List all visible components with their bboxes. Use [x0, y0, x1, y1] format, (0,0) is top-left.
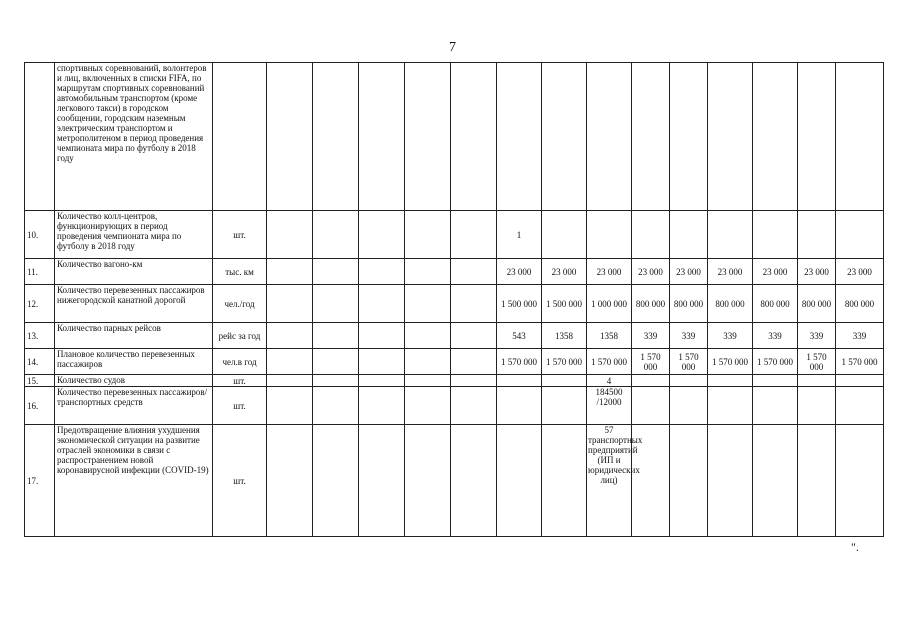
value-cell — [267, 285, 313, 323]
value-cell — [405, 285, 451, 323]
value-cell — [267, 387, 313, 425]
value-cell: 1 570 000 — [798, 349, 836, 375]
value-cell — [708, 211, 753, 259]
table-row — [25, 349, 884, 375]
value-cell — [798, 387, 836, 425]
value-cell — [313, 259, 359, 285]
table-row — [25, 285, 884, 323]
value-cell — [497, 425, 542, 537]
value-cell — [542, 375, 587, 387]
indicators-table — [24, 62, 884, 537]
table-row — [25, 323, 884, 349]
value-cell — [836, 387, 884, 425]
value-cell: 1 500 000 — [542, 285, 587, 323]
value-cell — [632, 375, 670, 387]
value-cell: 23 000 — [753, 259, 798, 285]
value-cell — [836, 375, 884, 387]
value-cell — [587, 211, 632, 259]
value-cell — [451, 63, 497, 211]
value-cell — [836, 211, 884, 259]
row-number: 17. — [25, 425, 55, 537]
unit-of-measure — [213, 63, 267, 211]
value-cell — [542, 425, 587, 537]
row-number — [25, 63, 55, 211]
value-cell: 1 570 000 — [632, 349, 670, 375]
value-cell — [359, 349, 405, 375]
value-cell: 1 570 000 — [497, 349, 542, 375]
value-cell: 1 500 000 — [497, 285, 542, 323]
value-cell: 57 транспортных предприятий (ИП и юридических лиц) — [587, 425, 632, 537]
value-cell — [836, 425, 884, 537]
table-row — [25, 211, 884, 259]
value-cell — [798, 375, 836, 387]
row-number: 13. — [25, 323, 55, 349]
value-cell: 1358 — [542, 323, 587, 349]
value-cell — [313, 349, 359, 375]
value-cell — [670, 387, 708, 425]
value-cell: 800 000 — [836, 285, 884, 323]
page-number: 7 — [449, 40, 456, 55]
value-cell: 1 570 000 — [708, 349, 753, 375]
value-cell — [708, 375, 753, 387]
value-cell — [798, 211, 836, 259]
indicator-name: Количество вагоно-км — [55, 259, 213, 285]
table-row — [25, 259, 884, 285]
indicator-name: Количество перевезенных пассажиров/транспортных средств — [55, 387, 213, 425]
value-cell: 23 000 — [497, 259, 542, 285]
value-cell — [451, 285, 497, 323]
value-cell — [708, 387, 753, 425]
value-cell — [405, 211, 451, 259]
value-cell: 1358 — [587, 323, 632, 349]
value-cell — [632, 63, 670, 211]
table-row — [25, 375, 884, 387]
value-cell — [451, 375, 497, 387]
unit-of-measure: шт. — [213, 425, 267, 537]
unit-of-measure: шт. — [213, 211, 267, 259]
value-cell — [313, 211, 359, 259]
indicator-name: Количество перевезенных пассажиров нижегородской канатной дорогой — [55, 285, 213, 323]
value-cell — [753, 211, 798, 259]
value-cell: 339 — [753, 323, 798, 349]
value-cell — [753, 375, 798, 387]
value-cell — [670, 425, 708, 537]
table-row — [25, 387, 884, 425]
value-cell — [405, 375, 451, 387]
value-cell: 23 000 — [632, 259, 670, 285]
value-cell — [359, 285, 405, 323]
value-cell — [587, 63, 632, 211]
value-cell — [497, 387, 542, 425]
value-cell — [497, 375, 542, 387]
value-cell: 339 — [632, 323, 670, 349]
value-cell — [313, 425, 359, 537]
row-number: 10. — [25, 211, 55, 259]
value-cell — [359, 211, 405, 259]
value-cell: 184500 /12000 — [587, 387, 632, 425]
indicator-name: Количество колл-центров, функционирующих в период проведения чемпионата мира по футболу в 2018 году — [55, 211, 213, 259]
row-number: 14. — [25, 349, 55, 375]
value-cell: 23 000 — [708, 259, 753, 285]
value-cell — [451, 259, 497, 285]
closing-quote-mark: ". — [851, 540, 859, 554]
indicator-name: Количество судов — [55, 375, 213, 387]
value-cell — [267, 375, 313, 387]
value-cell: 1 570 000 — [587, 349, 632, 375]
value-cell — [313, 323, 359, 349]
value-cell — [359, 63, 405, 211]
table-row — [25, 425, 884, 537]
value-cell — [359, 259, 405, 285]
indicator-name: Количество парных рейсов — [55, 323, 213, 349]
table-row — [25, 63, 884, 211]
value-cell — [753, 387, 798, 425]
value-cell: 339 — [708, 323, 753, 349]
value-cell — [405, 425, 451, 537]
value-cell — [405, 63, 451, 211]
indicator-name: Плановое количество перевезенных пассажиров — [55, 349, 213, 375]
value-cell — [359, 387, 405, 425]
value-cell — [451, 349, 497, 375]
value-cell — [836, 63, 884, 211]
value-cell: 23 000 — [798, 259, 836, 285]
value-cell — [542, 387, 587, 425]
value-cell — [451, 211, 497, 259]
value-cell — [670, 63, 708, 211]
value-cell: 23 000 — [542, 259, 587, 285]
indicator-name: спортивных соревнований, волонтеров и лиц, включенных в списки FIFA, по маршрутам спортивных соревнований автомобильным транспортом (кроме легкового такси) в городском сообщении, городским наземным электрическим транспортом и метрополитеном в период проведения чемпионата мира по футболу в 2018 году — [55, 63, 213, 211]
value-cell — [267, 63, 313, 211]
value-cell: 339 — [836, 323, 884, 349]
value-cell: 1 000 000 — [587, 285, 632, 323]
value-cell — [405, 323, 451, 349]
unit-of-measure: шт. — [213, 375, 267, 387]
value-cell — [542, 211, 587, 259]
value-cell — [670, 375, 708, 387]
value-cell: 339 — [670, 323, 708, 349]
row-number: 15. — [25, 375, 55, 387]
value-cell — [753, 425, 798, 537]
value-cell: 23 000 — [587, 259, 632, 285]
value-cell: 800 000 — [632, 285, 670, 323]
unit-of-measure: рейс за год — [213, 323, 267, 349]
value-cell — [405, 259, 451, 285]
value-cell: 1 570 000 — [753, 349, 798, 375]
value-cell: 1 570 000 — [836, 349, 884, 375]
row-number: 12. — [25, 285, 55, 323]
value-cell — [542, 63, 587, 211]
value-cell — [451, 387, 497, 425]
value-cell: 800 000 — [798, 285, 836, 323]
value-cell — [451, 323, 497, 349]
value-cell: 1 570 000 — [670, 349, 708, 375]
value-cell — [708, 425, 753, 537]
value-cell: 4 — [587, 375, 632, 387]
value-cell: 800 000 — [753, 285, 798, 323]
value-cell: 800 000 — [670, 285, 708, 323]
value-cell: 339 — [798, 323, 836, 349]
value-cell — [267, 259, 313, 285]
unit-of-measure: чел./год — [213, 285, 267, 323]
value-cell — [359, 425, 405, 537]
unit-of-measure: чел.в год — [213, 349, 267, 375]
value-cell — [798, 63, 836, 211]
value-cell — [267, 349, 313, 375]
value-cell — [267, 323, 313, 349]
value-cell — [405, 387, 451, 425]
value-cell — [267, 425, 313, 537]
value-cell: 543 — [497, 323, 542, 349]
value-cell — [313, 375, 359, 387]
unit-of-measure: шт. — [213, 387, 267, 425]
value-cell — [632, 387, 670, 425]
value-cell — [451, 425, 497, 537]
value-cell — [359, 375, 405, 387]
row-number: 16. — [25, 387, 55, 425]
value-cell — [798, 425, 836, 537]
value-cell — [313, 285, 359, 323]
value-cell — [497, 63, 542, 211]
indicator-name: Предотвращение влияния ухудшения экономической ситуации на развитие отраслей экономики в связи с распространением новой коронавирусной инфекции (COVID-19) — [55, 425, 213, 537]
value-cell — [313, 387, 359, 425]
value-cell: 1 570 000 — [542, 349, 587, 375]
value-cell — [405, 349, 451, 375]
value-cell — [313, 63, 359, 211]
value-cell — [632, 211, 670, 259]
unit-of-measure: тыс. км — [213, 259, 267, 285]
value-cell — [267, 211, 313, 259]
value-cell: 23 000 — [836, 259, 884, 285]
value-cell — [359, 323, 405, 349]
value-cell — [670, 211, 708, 259]
value-cell — [753, 63, 798, 211]
value-cell — [708, 63, 753, 211]
value-cell: 23 000 — [670, 259, 708, 285]
row-number: 11. — [25, 259, 55, 285]
value-cell: 800 000 — [708, 285, 753, 323]
value-cell: 1 — [497, 211, 542, 259]
